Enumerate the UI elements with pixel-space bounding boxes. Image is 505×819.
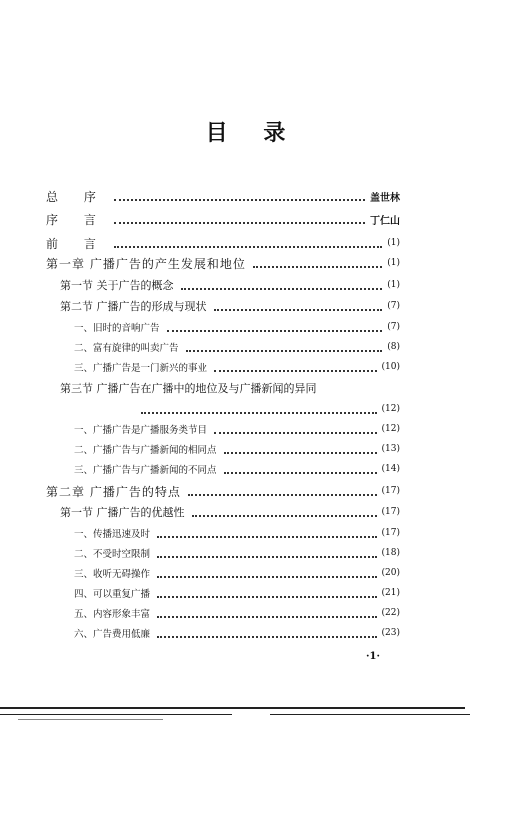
toc-entry [60,502,400,522]
toc-entry-title: 二、不受时空限制 [74,549,151,560]
leader-dots [224,460,377,474]
toc-entry [74,439,400,459]
toc-entry-title: 二、富有旋律的叫卖广告 [74,343,179,354]
toc-entry [74,337,400,357]
toc-entry-title: 第二节 广播广告的形成与现状 [60,300,207,313]
leader-dots [114,234,382,248]
toc-entry-title: 四、可以重复广播 [74,589,151,600]
toc-entry [74,459,400,479]
toc-entry-page: (10) [381,362,400,372]
toc-entry [46,253,400,273]
toc-entry-page: (12) [381,424,400,434]
toc-entry-title: 二、广播广告与广播新闻的相同点 [74,445,217,456]
toc-entry-page: (17) [381,507,400,517]
toc-entry-title: 总 序 [46,189,107,204]
leader-dots [157,624,377,638]
leader-dots [114,187,365,201]
bottom-rule-thin [0,714,232,715]
toc-entry-title: 第一节 广播广告的优越性 [60,506,185,519]
toc-entry [74,523,400,543]
toc-entry-title: 一、广播广告是广播服务类节目 [74,425,208,436]
toc-entry-page: (1) [387,238,400,248]
leader-dots [224,440,377,454]
toc-entry-author: 盖世林 [370,192,400,204]
leader-dots [181,276,383,290]
leader-dots [157,564,377,578]
leader-dots [157,584,377,598]
toc-entry-page: (17) [381,528,400,538]
toc-entry-title: 三、广播广告是一门新兴的事业 [74,363,208,374]
toc-entry-page: (18) [381,548,400,558]
leader-dots [157,524,377,538]
toc-entry [60,275,400,295]
toc-entry-title: 三、广播广告与广播新闻的不同点 [74,465,217,476]
leader-dots [167,318,383,332]
toc-entry-page: (20) [381,568,400,578]
toc-entry-title: 三、收听无碍操作 [74,569,151,580]
toc-entry-page: (14) [381,464,400,474]
toc-entry-title: 序 言 [46,212,107,227]
toc-entry-title: 五、内容形象丰富 [74,609,151,620]
toc-entry-title: 第一章 广播广告的产生发展和地位 [46,256,246,271]
toc-entry [74,543,400,563]
toc-entry [60,296,400,316]
toc-entry [74,603,400,623]
leader-dots [214,297,383,311]
toc-entry-title: 一、旧时的音响广告 [74,323,160,334]
toc-entry-page: (8) [387,342,400,352]
leader-dots [186,338,383,352]
page-number: ·1· [366,651,380,662]
toc-entry-page: (23) [381,628,400,638]
bottom-rule [0,707,465,709]
toc-entry-title: 第二章 广播广告的特点 [46,484,181,499]
toc-entry [74,317,400,337]
page-title: 目 录 [205,121,300,146]
leader-dots [188,482,377,496]
toc-entry-page: (22) [381,608,400,618]
bottom-rule-thin [270,714,470,715]
toc-entry-page: (17) [381,486,400,496]
toc-entry-title: 前 言 [46,236,107,251]
leader-dots [253,254,382,268]
leader-dots [157,604,377,618]
leader-dots [214,358,377,372]
leader-dots [214,420,377,434]
toc-entry [46,481,400,501]
toc-entry-page: (12) [381,404,400,414]
toc-entry-page: (21) [381,588,400,598]
toc-entry [46,233,400,253]
bottom-rule-short [18,719,163,720]
toc-entry [60,378,400,398]
toc-entry [74,419,400,439]
toc-entry-title: 第一节 关于广告的概念 [60,279,174,292]
leader-dots [141,400,377,414]
toc-entry [74,623,400,643]
toc-entry [74,563,400,583]
toc-entry-page: (7) [387,322,400,332]
toc-entry [74,357,400,377]
leader-dots [157,544,377,558]
toc-entry-page: (7) [387,301,400,311]
toc-entry [74,583,400,603]
leader-dots [192,503,377,517]
toc-entry-title: 六、广告费用低廉 [74,629,151,640]
toc-entry [46,186,400,206]
toc-entry-page: (1) [387,280,400,290]
toc-entry-page: (13) [381,444,400,454]
toc-entry-author: 丁仁山 [370,215,400,227]
toc-entry [46,209,400,229]
toc-entry-title: 第三节 广播广告在广播中的地位及与广播新闻的异同 [60,382,317,395]
toc-entry-page: (1) [387,258,400,268]
toc-entry [134,399,400,419]
toc-entry-title: 一、传播迅速及时 [74,529,151,540]
leader-dots [114,210,365,224]
